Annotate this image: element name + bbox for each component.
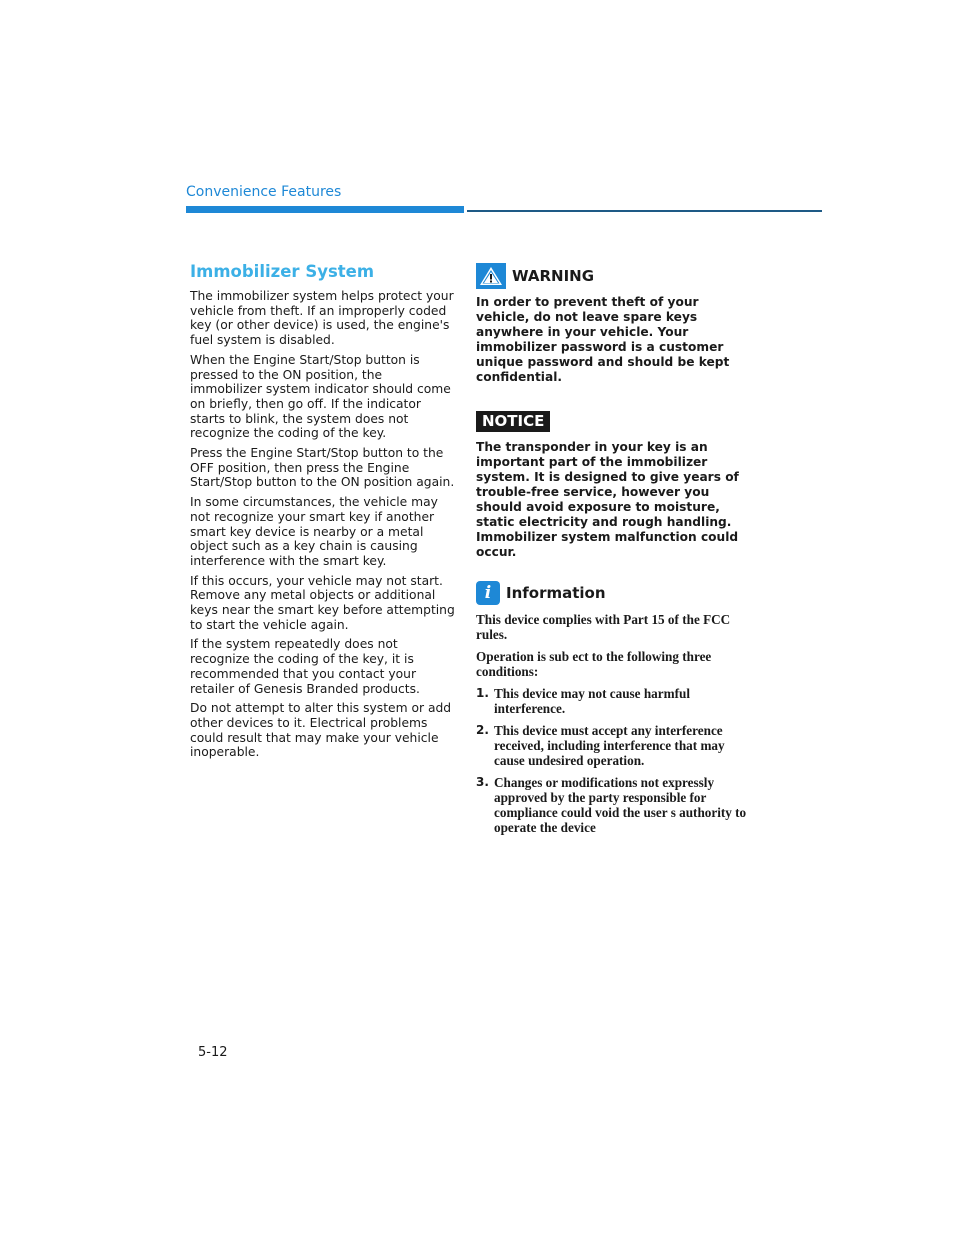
notice-text: The transponder in your key is an important part of the immobilizer system. It is designed to give years of trouble-free service, however you should avoid exposure to moisture, static electricity and rough handling. Immobilizer system malfunction could occur. [476,440,739,559]
list-item [476,775,751,835]
list-item [476,686,751,716]
information-header [476,580,751,606]
header-rule-thick [186,206,464,213]
section-title: Convenience Features [186,184,342,200]
body-paragraph: Do not attempt to alter this system or add other devices to it. Electrical problems could result that may make your vehicle inoperable. [190,701,452,760]
list-item-text: This device may not cause harmful interference. [494,686,690,716]
warning-title: WARNING [512,267,595,285]
left-column [190,262,455,765]
header-rule-thin [467,210,822,212]
list-item-text: This device must accept any interference received, including interference that may cause undesired operation. [494,723,725,768]
list-item-text: Changes or modifications not expressly approved by the party responsible for compliance could void the user s authority to operate the device [494,775,747,835]
body-paragraph: In some circumstances, the vehicle may not recognize your smart key if another smart key device is nearby or a metal object such as a key chain is causing interference with the smart key. [190,495,438,568]
list-item-number: 2. [476,723,489,737]
body-paragraph: If this occurs, your vehicle may not start. Remove any metal objects or additional keys near the smart key before attempting to start the vehicle again. [190,573,455,632]
right-column [476,263,751,842]
warning-header [476,263,751,289]
information-paragraph: This device complies with Part 15 of the FCC rules. [476,612,731,642]
notice-badge: NOTICE [476,411,550,432]
warning-text: In order to prevent theft of your vehicle, do not leave spare keys anywhere in your vehicle. Your immobilizer password is a customer unique password and should be kept confidential. [476,295,730,384]
conditions-list [476,686,751,835]
list-item [476,723,751,768]
body-paragraph: The immobilizer system helps protect your vehicle from theft. If an improperly coded key (or other device) is used, the engine's fuel system is disabled. [190,289,454,348]
page-number: 5-12 [198,1045,228,1060]
list-item-number: 1. [476,686,489,700]
info-icon: i [476,581,500,605]
information-title: Information [506,584,606,602]
body-paragraph: If the system repeatedly does not recognize the coding of the key, it is recommended that you contact your retailer of Genesis Branded products. [190,637,420,696]
body-paragraph: Press the Engine Start/Stop button to the OFF position, then press the Engine Start/Stop button to the ON position again. [190,446,455,490]
warning-triangle-icon [476,263,506,289]
section-heading: Immobilizer System [190,262,375,281]
body-paragraph: When the Engine Start/Stop button is pressed to the ON position, the immobilizer system indicator should come on briefly, then go off. If the indicator starts to blink, the system does not recognize the coding of the key. [190,352,451,441]
information-paragraph: Operation is sub ect to the following three conditions: [476,649,712,679]
list-item-number: 3. [476,775,489,789]
